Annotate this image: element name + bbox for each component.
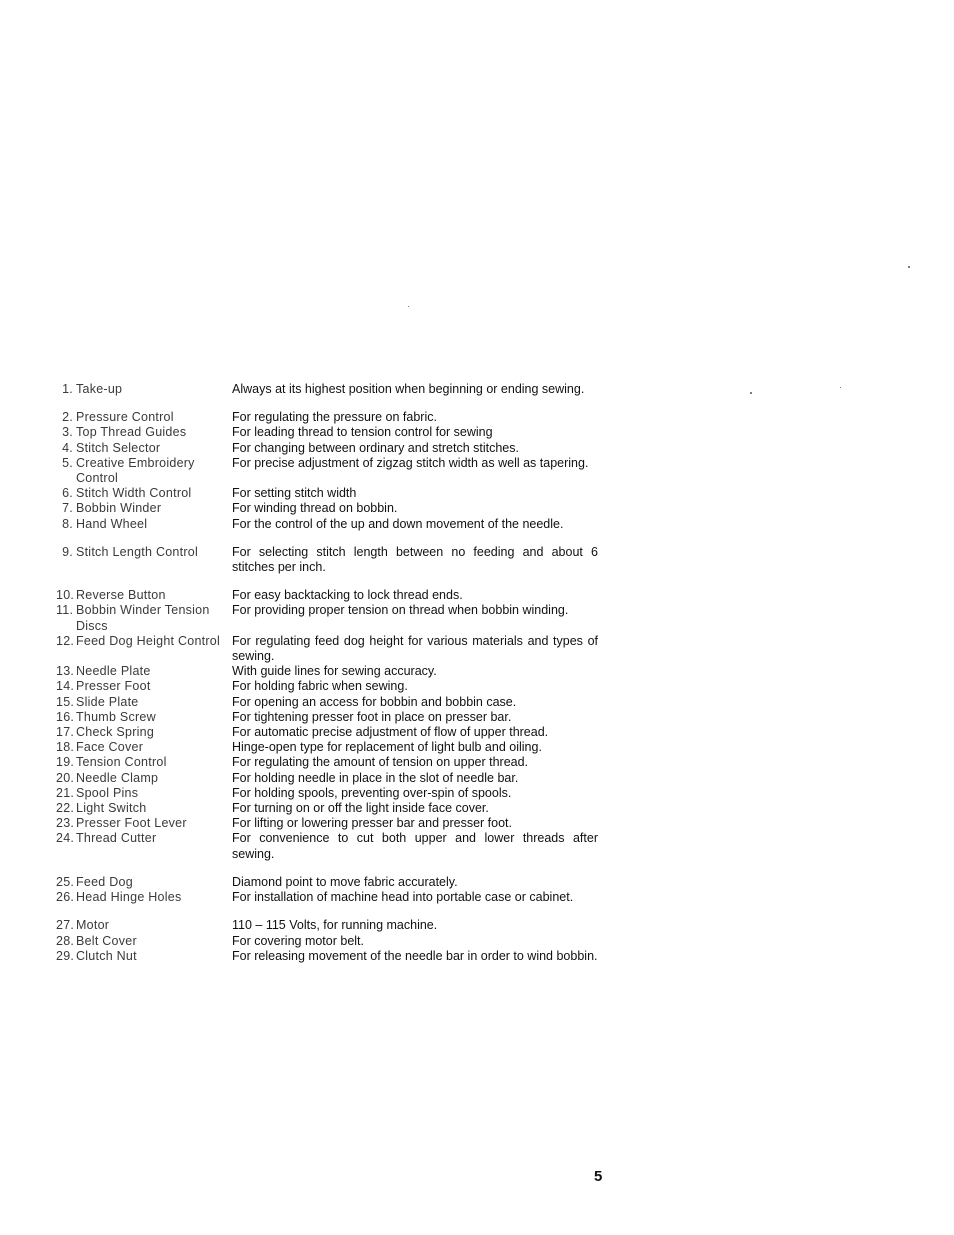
list-item	[56, 664, 616, 679]
part-number: 14.	[56, 679, 75, 694]
part-description: Always at its highest position when beginning or ending sewing.	[232, 382, 585, 396]
part-name: Tension Control	[76, 755, 167, 770]
part-description: For providing proper tension on thread when bobbin winding.	[232, 603, 569, 618]
part-name: Light Switch	[76, 801, 147, 816]
part-number: 22.	[56, 801, 75, 816]
part-number: 17.	[56, 725, 75, 740]
list-item	[56, 710, 616, 725]
list-item	[56, 949, 616, 964]
scan-speck	[908, 266, 910, 268]
part-name: Belt Cover	[76, 933, 137, 948]
part-name: Pressure Control	[76, 410, 174, 425]
part-name: Bobbin Winder	[76, 501, 162, 516]
part-name: Reverse Button	[76, 588, 166, 603]
list-item	[56, 918, 616, 933]
part-description: For installation of machine head into portable case or cabinet.	[232, 890, 574, 905]
part-description: For regulating the amount of tension on upper thread.	[232, 755, 529, 770]
part-description: For precise adjustment of zigzag stitch width as well as tapering.	[232, 455, 589, 470]
list-item	[56, 740, 616, 755]
part-number: 25.	[56, 874, 75, 889]
part-description: For regulating the pressure on fabric.	[232, 410, 437, 425]
part-number: 19.	[56, 755, 75, 770]
part-description: For opening an access for bobbin and bobbin case.	[232, 694, 517, 709]
list-item	[56, 634, 616, 664]
part-name: Spool Pins	[76, 785, 139, 800]
part-name: Stitch Selector	[76, 440, 161, 455]
part-name: Creative Embroidery Control	[76, 455, 195, 486]
part-number: 8.	[62, 516, 73, 531]
parts-list	[56, 382, 616, 964]
part-name: Top Thread Guides	[76, 425, 187, 440]
part-description: For automatic precise adjustment of flow of upper thread.	[232, 725, 549, 740]
list-item	[56, 875, 616, 890]
part-description: For selecting stitch length between no feeding and about 6 stitches per inch.	[232, 544, 598, 575]
part-description: For easy backtacking to lock thread ends.	[232, 588, 463, 603]
list-item	[56, 486, 616, 501]
part-number: 7.	[62, 501, 73, 516]
list-item	[56, 695, 616, 710]
list-item	[56, 890, 616, 905]
part-name: Needle Clamp	[76, 770, 159, 785]
part-description: Diamond point to move fabric accurately.	[232, 874, 458, 889]
part-description: For tightening presser foot in place on presser bar.	[232, 709, 512, 724]
scan-speck	[840, 387, 841, 388]
list-item	[56, 831, 616, 861]
part-name: Head Hinge Holes	[76, 890, 182, 905]
part-number: 5.	[62, 455, 73, 470]
list-item	[56, 816, 616, 831]
part-description: For lifting or lowering presser bar and presser foot.	[232, 816, 512, 831]
part-number: 28.	[56, 933, 75, 948]
part-description: For winding thread on bobbin.	[232, 501, 398, 516]
part-name: Bobbin Winder Tension Discs	[76, 603, 210, 633]
part-number: 18.	[56, 740, 75, 755]
part-description: For covering motor belt.	[232, 933, 364, 948]
part-number: 24.	[56, 831, 75, 846]
list-item	[56, 603, 616, 633]
part-description: For turning on or off the light inside face cover.	[232, 801, 489, 816]
list-item	[56, 456, 616, 486]
part-name: Thumb Screw	[76, 709, 156, 724]
part-description: For releasing movement of the needle bar in order to wind bobbin.	[232, 948, 598, 963]
list-item	[56, 786, 616, 801]
list-item	[56, 545, 616, 575]
part-number: 4.	[62, 440, 73, 455]
part-description: For regulating feed dog height for various materials and types of sewing.	[232, 633, 598, 664]
part-description: 110 – 115 Volts, for running machine.	[232, 918, 438, 933]
part-number: 6.	[62, 486, 73, 501]
part-description: For holding fabric when sewing.	[232, 679, 408, 694]
part-number: 15.	[56, 694, 75, 709]
part-number: 9.	[62, 544, 73, 559]
part-number: 16.	[56, 709, 75, 724]
part-number: 11.	[56, 603, 74, 618]
list-item	[56, 755, 616, 770]
part-name: Hand Wheel	[76, 516, 148, 531]
part-number: 10.	[56, 588, 75, 603]
part-name: Slide Plate	[76, 694, 139, 709]
part-name: Take-up	[76, 382, 123, 396]
part-name: Presser Foot Lever	[76, 816, 187, 831]
part-name: Stitch Length Control	[76, 544, 198, 559]
part-number: 27.	[56, 918, 75, 933]
part-name: Motor	[76, 918, 110, 933]
list-item	[56, 801, 616, 816]
scan-speck	[750, 392, 752, 394]
list-item	[56, 410, 616, 425]
part-name: Presser Foot	[76, 679, 151, 694]
part-number: 12.	[56, 633, 75, 648]
list-item	[56, 771, 616, 786]
part-number: 26.	[56, 890, 75, 905]
part-name: Stitch Width Control	[76, 486, 192, 501]
part-number: 2.	[62, 410, 73, 425]
list-item	[56, 517, 616, 532]
part-description: With guide lines for sewing accuracy.	[232, 664, 437, 679]
part-name: Needle Plate	[76, 664, 151, 679]
list-item	[56, 588, 616, 603]
part-description: For holding needle in place in the slot of needle bar.	[232, 770, 519, 785]
part-description: For holding spools, preventing over-spin of spools.	[232, 785, 512, 800]
part-description: For setting stitch width	[232, 486, 357, 501]
part-name: Check Spring	[76, 725, 155, 740]
part-number: 1.	[62, 382, 73, 396]
list-item	[56, 382, 616, 397]
part-description: Hinge-open type for replacement of light bulb and oiling.	[232, 740, 542, 755]
part-description: For changing between ordinary and stretch stitches.	[232, 440, 519, 455]
part-name: Feed Dog Height Control	[76, 633, 221, 648]
part-number: 20.	[56, 770, 75, 785]
list-item	[56, 679, 616, 694]
part-name: Thread Cutter	[76, 831, 157, 846]
part-name: Face Cover	[76, 740, 144, 755]
list-item	[56, 934, 616, 949]
page-number: 5	[594, 1168, 603, 1185]
part-name: Clutch Nut	[76, 948, 137, 963]
list-item	[56, 425, 616, 440]
part-number: 13.	[56, 664, 75, 679]
part-number: 21.	[56, 785, 75, 800]
scan-speck	[408, 306, 409, 307]
part-description: For the control of the up and down movement of the needle.	[232, 516, 564, 531]
list-item	[56, 725, 616, 740]
list-item	[56, 501, 616, 516]
part-number: 29.	[56, 948, 75, 963]
part-number: 3.	[62, 425, 73, 440]
part-description: For convenience to cut both upper and lower threads after sewing.	[232, 831, 598, 861]
part-name: Feed Dog	[76, 874, 133, 889]
list-item	[56, 441, 616, 456]
part-description: For leading thread to tension control for sewing	[232, 425, 493, 440]
part-number: 23.	[56, 816, 75, 831]
